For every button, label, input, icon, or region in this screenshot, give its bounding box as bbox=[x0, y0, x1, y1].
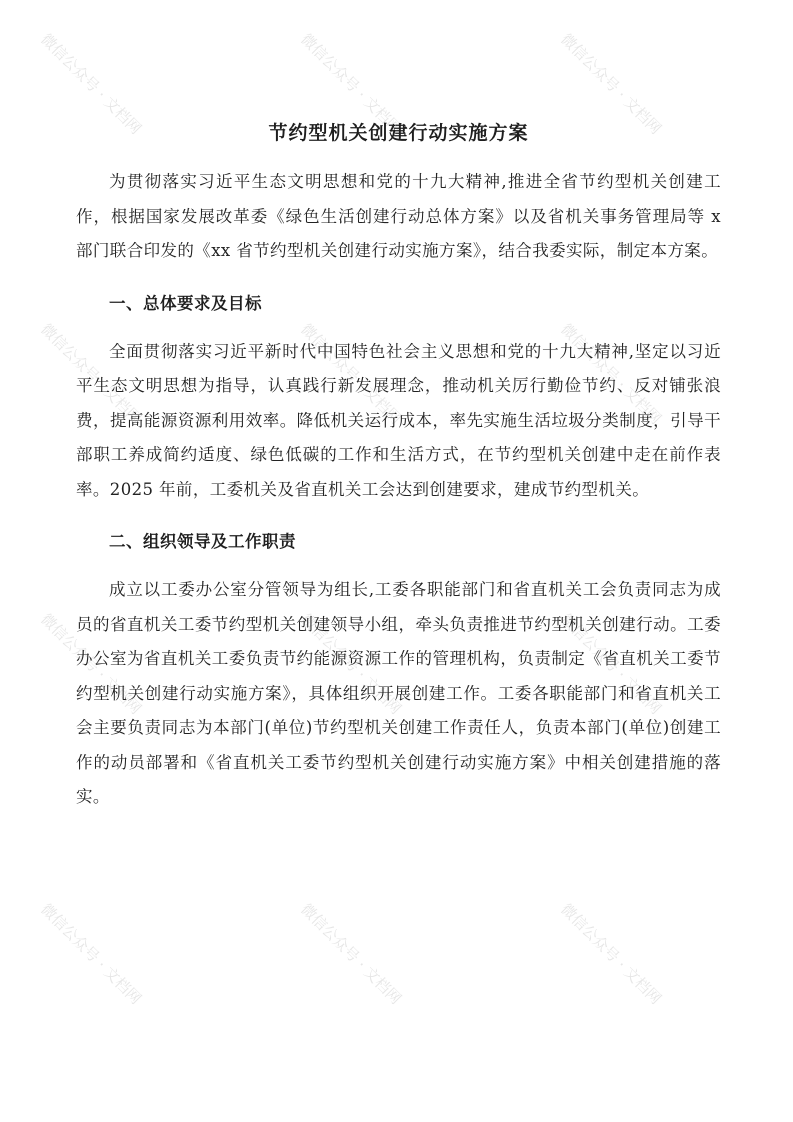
watermark-text: 微信公众号 · 文档网 bbox=[297, 320, 405, 428]
document-title: 节约型机关创建行动实施方案 bbox=[268, 122, 529, 144]
section-heading-organization: 二、组织领导及工作职责 bbox=[109, 532, 296, 551]
document-body bbox=[76, 118, 721, 815]
watermark-text: 微信公众号 · 文档网 bbox=[297, 610, 405, 718]
watermark-text: 微信公众号 · 文档网 bbox=[37, 30, 145, 138]
watermark-text: 微信公众号 · 文档网 bbox=[557, 610, 665, 718]
watermark-text: 微信公众号 · 文档网 bbox=[557, 320, 665, 428]
section-body-overall-goals: 全面贯彻落实习近平新时代中国特色社会主义思想和党的十九大精神,坚定以习近平生态文明思想为指导，认真践行新发展理念，推动机关厉行勤俭节约、反对铺张浪费，提高能源资源利用效率。降低机关运行成本，率先实施生活垃圾分类制度，引导干部职工养成简约适度、绿色低碳的工作和生活方式，在节约型机关创建中走在前作表率。2025 年前，工委机关及省直机关工会达到创建要求，建成节约型机关。 bbox=[76, 341, 721, 499]
watermark-text: 微信公众号 · 文档网 bbox=[37, 320, 145, 428]
section-heading-overall-goals: 一、总体要求及目标 bbox=[109, 293, 262, 313]
watermark-text: 微信公众号 · 文档网 bbox=[37, 900, 145, 1008]
watermark-text: 微信公众号 · 文档网 bbox=[297, 30, 405, 138]
watermark-text: 微信公众号 · 文档网 bbox=[557, 900, 665, 1008]
intro-paragraph: 为贯彻落实习近平生态文明思想和党的十九大精神,推进全省节约型机关创建工作，根据国家发展改革委《绿色生活创建行动总体方案》以及省机关事务管理局等 x 部门联合印发的《xx 省节约型机关创建行动实施方案》，结合我委实际，制定本方案。 bbox=[76, 172, 721, 260]
section-body-organization: 成立以工委办公室分管领导为组长,工委各职能部门和省直机关工会负责同志为成员的省直机关工委节约型机关创建领导小组，牵头负责推进节约型机关创建行动。工委办公室为省直机关工委负责节约能源资源工作的管理机构，负责制定《省直机关工委节约型机关创建行动实施方案》，具体组织开展创建工作。工委各职能部门和省直机关工会主要负责同志为本部门(单位)节约型机关创建工作责任人，负责本部门(单位)创建工作的动员部署和《省直机关工委节约型机关创建行动实施方案》中相关创建措施的落实。 bbox=[76, 580, 721, 806]
watermark-text: 微信公众号 · 文档网 bbox=[37, 610, 145, 718]
watermark-text: 微信公众号 · 文档网 bbox=[557, 30, 665, 138]
watermark-text: 微信公众号 · 文档网 bbox=[297, 900, 405, 1008]
